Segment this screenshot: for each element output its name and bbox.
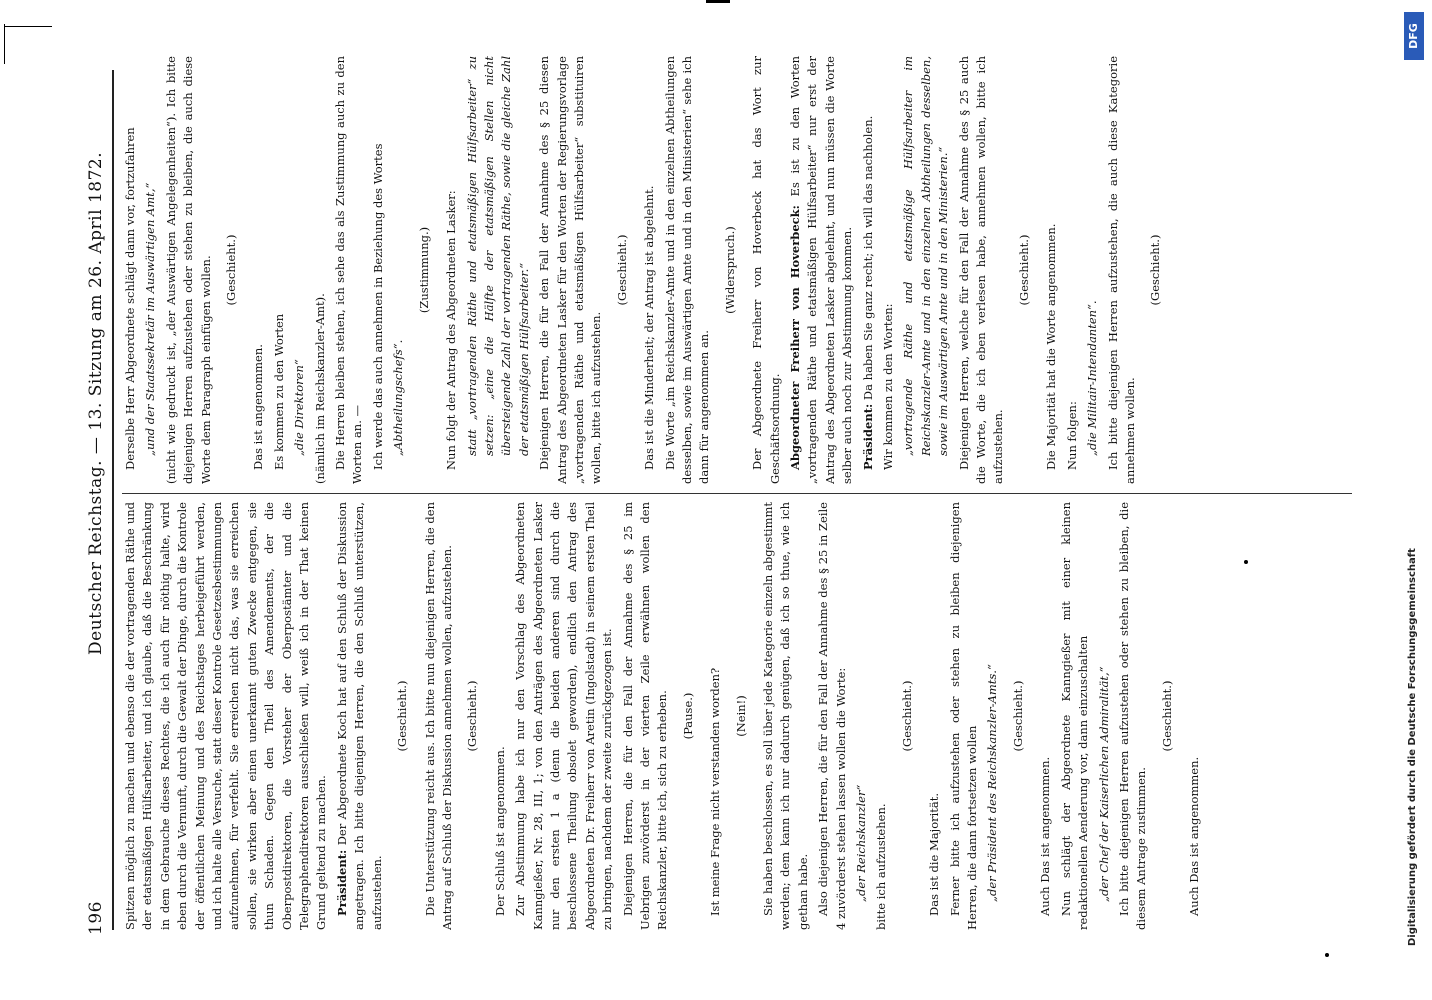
paragraph-text: Also diejenigen Herren, die für den Fall der Annahme des § 25 in Zeile 4 zuvörderst stehen lassen wollen die Worte:	[816, 502, 848, 930]
paragraph-text: Da haben Sie ganz recht; ich will das nachholen.	[860, 115, 875, 401]
paragraph-text: Sie haben beschlossen, es soll über jede Kategorie einzeln abgestimmt werden; dem kann ich nur dadurch genügen, daß ich so thue, wie ich gethan habe.	[761, 502, 810, 930]
paragraph	[1105, 56, 1140, 484]
paragraph	[312, 56, 329, 484]
paragraph-text: (Geschieht.)	[1010, 680, 1025, 752]
paragraph	[641, 56, 658, 484]
paragraph-text: (Pause.)	[680, 692, 695, 740]
paragraph	[1064, 56, 1081, 484]
paragraph	[760, 502, 812, 930]
stage-direction	[223, 56, 240, 484]
paragraph-text: „Abtheilungschefs“.	[391, 339, 406, 456]
paragraph-text: „die Direktoren“	[292, 359, 307, 456]
paragraph-text: Diejenigen Herren, welche für den Fall der Annahme des § 25 auch die Worte, die ich eben verlesen habe, annehmen wollen, bitte ich aufzustehen.	[956, 56, 1006, 484]
paragraph-text: Auch Das ist angenommen.	[1187, 756, 1202, 916]
paragraph-text: Derselbe Herr Abgeordnete schlägt dann vor, fortzufahren	[123, 127, 137, 470]
paragraph-text: Es ist zu den Worten „vortragenden Räthe und etatsmäßigen Hülfsarbeiter“ nur erst der Antrag des Abgeordneten Lasker abgelehnt, und nun müssen die Worte selber auch noch zur Abstimmung kommen.	[788, 56, 855, 484]
stage-direction	[416, 56, 433, 484]
speaker-name: Abgeordneter Freiherr von Hoverbeck:	[788, 205, 802, 470]
quoted-text	[984, 502, 1001, 930]
right-column	[122, 56, 1402, 484]
paragraph-text: Der Schluß ist angenommen.	[492, 746, 507, 916]
paragraph-text: (nämlich im Reichskanzler-Amt).	[312, 293, 327, 484]
paragraph-text: (Geschieht.)	[224, 234, 239, 306]
paragraph-text: Ich bitte diejenigen Herren aufzustehen oder stehen zu bleiben, die diesem Antrage zustimmen.	[1116, 502, 1149, 930]
paragraph-text: Das ist die Majorität.	[927, 792, 942, 916]
paragraph	[122, 502, 331, 930]
paragraph-text: Spitzen möglich zu machen und ebenso die der vortragenden Räthe und der etatsmäßigen Hülfsarbeiter, und ich glaube, daß die Beschränkung in dem Gebrauche dieses Rechtes, die ich auch für nöthig halte, wird eben durch die Vernunft, durch die Gewalt der Dinge, durch die Kontrole der öffentlichen Meinung und des Reichstages herbeigeführt werden, und ich halte alle Versuche, statt dieser Kontrole Gesetzesbestimmungen aufzunehmen, für verfehlt. Sie erreichen nicht das, was sie erreichen sollen, sie wirken aber einen unerkannt guten Zwecke entgegen, sie thun Schaden. Gegen den Theil des Amendements, der die Oberpostdirektoren, die Vorsteher der Oberpostämter und die Telegraphendirektoren ausschließen will, weiß ich in der That keinen Grund geltend zu machen.	[123, 502, 329, 930]
quoted-text	[390, 56, 407, 484]
left-column	[122, 502, 1402, 930]
paragraph	[1058, 502, 1093, 930]
paragraph-text: (Widerspruch.)	[722, 226, 737, 314]
paragraph	[492, 502, 509, 930]
paragraph-text: Auch Das ist angenommen.	[1038, 756, 1053, 916]
paragraph-text: (Geschieht.)	[1148, 234, 1163, 306]
speaker-name: Präsident:	[334, 849, 349, 916]
paragraph	[815, 502, 850, 930]
paragraph-text: statt „vortragenden Räthe und etatsmäßigen Hülfsarbeiter“ zu setzen: „eine die Hälfte der etatsmäßigen Stellen nicht übersteigende Zahl der vortragenden Räthe, sowie die gleiche Zahl der etatsmäßigen Hülfsarbeiter.“	[464, 56, 531, 456]
paragraph-text: Der Abgeordnete Koch hat auf den Schluß der Diskussion angetragen. Ich bitte diejenigen Herren, die den Schluß unterstützen, aufzustehen.	[334, 502, 384, 930]
paragraph	[536, 56, 606, 484]
stage-direction	[1010, 502, 1027, 930]
stage-direction	[464, 502, 481, 930]
stage-direction	[1147, 56, 1164, 484]
paragraph	[860, 56, 877, 484]
paragraph	[926, 502, 943, 930]
paragraph-text: Der Abgeordnete Freiherr von Hoverbeck hat das Wort zur Geschäftsordnung.	[750, 56, 782, 484]
paragraph-text: „der Reichskanzler“	[854, 784, 869, 902]
stage-direction	[899, 502, 916, 930]
paragraph	[250, 56, 267, 484]
paragraph	[334, 502, 386, 930]
paragraph-text: Die Herren bleiben stehen, ich sehe das als Zustimmung auch zu den Worten an. —	[333, 56, 365, 484]
paragraph-text: Die Worte „im Reichskanzler-Amte und in den einzelnen Abtheilungen desselben, sowie im Auswärtigen Amte und in den Ministerien“ sehe ich dann für angenommen an.	[662, 56, 712, 484]
paragraph	[122, 56, 139, 484]
page-header	[86, 45, 108, 955]
dfg-watermark	[1402, 0, 1432, 1000]
paragraph	[787, 56, 857, 484]
paragraph	[1043, 56, 1060, 484]
paragraph	[443, 56, 460, 484]
paragraph-text: „und der Staatssekretär im Auswärtigen Amt,“	[143, 182, 158, 456]
paragraph-text: Die Unterstützung reicht aus. Ich bitte nun diejenigen Herren, die den Antrag auf Schluß der Diskussion annehmen wollen, aufzustehen.	[422, 502, 454, 930]
paragraph-text: Nun folgen:	[1064, 401, 1079, 470]
paragraph	[332, 56, 367, 484]
paragraph	[1116, 502, 1151, 930]
paragraph-text: (Geschieht.)	[1159, 680, 1174, 752]
paragraph-text: „vortragende Räthe und etatsmäßige Hülfsarbeiter im Reichskanzler-Amte und in den einzelnen Abtheilungen desselben, sowie im Auswärtigen Amte und in den Ministerien.“	[901, 56, 951, 456]
stage-direction	[722, 56, 739, 484]
paragraph	[1186, 502, 1203, 930]
paragraph	[620, 502, 672, 930]
paragraph-text: Wir kommen zu den Worten:	[881, 303, 896, 470]
paragraph	[956, 56, 1008, 484]
paragraph-text: Zur Abstimmung habe ich nur den Vorschlag des Abgeordneten Kanngießer, Nr. 28, III, 1; von den Anträgen des Abgeordneten Lasker nur den ersten 1 a (denn die beiden anderen sind durch die beschlossene Theilung obsolet geworden), endlich den Antrag des Abgeordneten Dr. Freiherr von Aretin (Ingolstadt) in seinem ersten Theil zu bringen, nachdem der zweite zurückgezogen ist.	[513, 502, 615, 930]
paragraph-text: Nun folgt der Antrag des Abgeordneten Lasker:	[444, 190, 459, 470]
paragraph	[512, 502, 616, 930]
paragraph-text: (Nein!)	[733, 695, 748, 737]
quoted-text	[142, 56, 159, 484]
dfg-logo: DFG	[1404, 12, 1424, 60]
paragraph-text: Diejenigen Herren, die für den Fall der Annahme des § 25 im Uebrigen zuvörderst in der vierten Zeile erwähnen wollen den Reichskanzler, bitte ich, sich zu erheben.	[620, 502, 670, 930]
stage-direction	[394, 502, 411, 930]
paragraph-text: Die Majorität hat die Worte angenommen.	[1044, 223, 1059, 470]
paragraph-text: Das ist die Minderheit; der Antrag ist abgelehnt.	[642, 185, 657, 470]
paragraph-text: Ferner bitte ich aufzustehen oder stehen zu bleiben diejenigen Herren, die dann fortsetzen wollen	[947, 502, 980, 930]
dfg-credit-text: Digitalisierung gefördert durch die Deutsche Forschungsgemeinschaft	[1407, 548, 1418, 946]
paragraph-text: „der Chef der Kaiserlichen Admiralität,“	[1096, 666, 1111, 902]
paragraph-text: „die Militair-Intendanten“.	[1085, 300, 1100, 456]
paragraph-text: bitte ich aufzustehen.	[874, 803, 889, 930]
stage-direction	[1016, 56, 1033, 484]
header-rule	[112, 70, 114, 930]
paragraph-text: (Geschieht.)	[465, 680, 480, 752]
quoted-text	[291, 56, 308, 484]
paragraph-text: (Geschieht.)	[395, 680, 410, 752]
paragraph	[163, 56, 215, 484]
paragraph-text: (Geschieht.)	[899, 680, 914, 752]
paragraph-text: Es kommen zu den Worten	[271, 313, 286, 470]
paragraph	[947, 502, 982, 930]
stage-direction	[1159, 502, 1176, 930]
column-divider	[122, 493, 1352, 494]
quoted-text	[1084, 56, 1101, 484]
paragraph	[880, 56, 897, 484]
paragraph-text: (Zustimmung.)	[416, 226, 431, 314]
paragraph-text: Ich werde das auch annehmen in Beziehung des Wortes	[370, 143, 385, 470]
paragraph-text: Das ist angenommen.	[251, 344, 266, 470]
paragraph	[707, 502, 724, 930]
paragraph	[662, 56, 714, 484]
paragraph	[1037, 502, 1054, 930]
paragraph	[370, 56, 387, 484]
stage-direction	[733, 502, 750, 930]
stage-direction	[680, 502, 697, 930]
paragraph-text: Diejenigen Herren, die für den Fall der Annahme des § 25 diesen Antrag des Abgeordneten Lasker für den Worten der Regierungsvorlage „vortragenden Räthe und etatsmäßigen Hülfsarbeiter“ substituiren wollen, bitte ich aufzustehen.	[537, 56, 604, 484]
paragraph-text: (Geschieht.)	[1016, 234, 1031, 306]
page-number: 196	[86, 901, 106, 935]
paragraph-text: (Geschieht.)	[614, 234, 629, 306]
page-title: Deutscher Reichstag. — 13. Sitzung am 26. April 1872.	[86, 151, 106, 655]
paragraph-text: Ist meine Frage nicht verstanden worden?	[708, 667, 723, 916]
paragraph-text: Nun schlägt der Abgeordnete Kanngießer mit einer kleinen redaktionellen Aenderung vor, dann einzuschalten	[1058, 502, 1091, 930]
stage-direction	[614, 56, 631, 484]
paragraph	[749, 56, 784, 484]
paragraph-text: Ich bitte diejenigen Herren aufzustehen, die auch diese Kategorie annehmen wollen.	[1105, 56, 1137, 484]
paragraph-text: (nicht wie gedruckt ist, „der Auswärtigen Angelegenheiten“). Ich bitte diejenigen Herren aufzustehen oder stehen zu bleiben, die auch diese Worte dem Paragraph einfügen wollen.	[163, 56, 213, 484]
quoted-text	[900, 56, 952, 484]
paragraph	[271, 56, 288, 484]
quoted-text	[853, 502, 870, 930]
quoted-text	[1096, 502, 1113, 930]
paragraph	[422, 502, 457, 930]
paragraph	[873, 502, 890, 930]
paragraph-text: „der Präsident des Reichskanzler-Amts.“	[985, 664, 1000, 902]
speaker-name: Präsident:	[860, 403, 875, 470]
quoted-text	[464, 56, 534, 484]
